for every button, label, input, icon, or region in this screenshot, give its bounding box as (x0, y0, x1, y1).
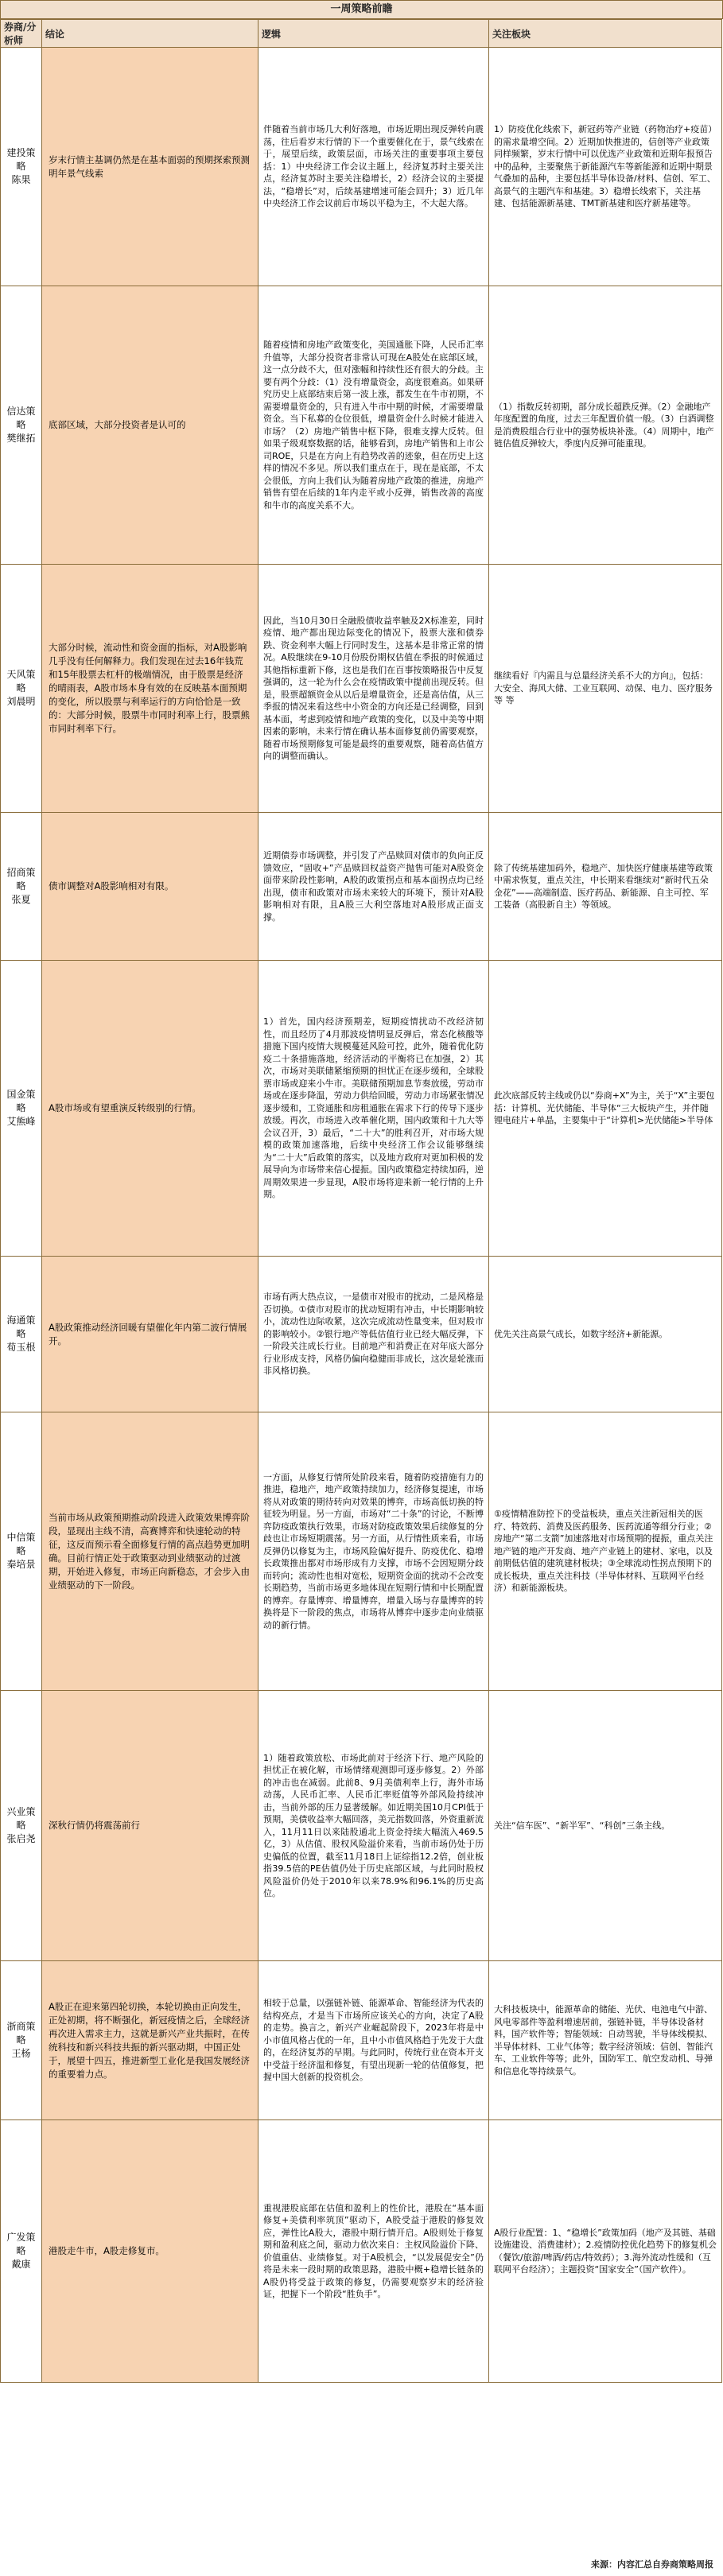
row-org (1, 1961, 42, 2120)
header-conclusion: 结论 (42, 20, 258, 48)
row-focus: 大科技板块中，能源革命的储能、光伏、电池电气中游、风电零部件等盈利增速居前，强链补链，半导体设备材料，国产软件等；智能领域：自动驾驶，半导体线模拟、半导体材料、工业气体等；数字经济领域：信创、智能汽车、工业软件等等；此外，国防军工、航空发动机、导弹和信息化等持续景气。 (489, 1961, 722, 2120)
row-focus: 1）防疫优化线索下，新冠药等产业链（药物治疗+疫苗）的需求量增空间。2）近期加快推进的，信创等产业政策同样频繁，岁末行情中可以优选产业政策和近期年报预告中的品种，主要聚焦于新能源汽车等新能源和近期中期景气叠加的品种，主要包括半导体设备/材料、信创、军工、高景气的主题汽车和基建。3）稳增长线索下，关注基建、包括能源新基建、TMT新基建和医疗新基建等。 (489, 48, 722, 286)
strategy-table (0, 19, 722, 2383)
row-conclusion: A股政策推动经济回暖有望催化年内第二波行情展开。 (42, 1257, 258, 1412)
org-name: 信达策略 樊继拓 (6, 406, 36, 444)
source-note: 来源：内容汇总自券商策略周报 (591, 2559, 713, 2570)
row-org (1, 565, 42, 813)
table-header-row (1, 20, 722, 48)
row-logic: 1）首先，国内经济预期差，短期疫情扰动不改经济韧性，而且经历了4月那波疫情明显反弹后，常态化核酸等措施下国内疫情大规模蔓延风险可控，此外，随着优化防疫二十条措施落地，经济活动的平衡将已在加强，2）其次，市场对美联储紧缩预期的担忧正在逐步缓和，全球股票市场或迎来小牛市。美联储预期加息节奏放缓，劳动市场或在逐步降温，劳动力供给回暖，劳动力市场紧张情况逐步缓和，工资通胀和房租通胀在需求下行的传导下逐步放缓。再次，市场进入改革催化期，国内政策和十九大等会议召开，3）最后，“二十大”的胜利召开，对市场大规模的政策加速落地，后续中央经济工作会议能够继续为“二十大”后政策的落实，以及地方政府对更加积极的发展导向为市场带来信心提振。国内政策稳定持续加码，逆周期效果进一步显现，A股市场将迎来新一轮行情的上升期。 (258, 961, 489, 1257)
row-logic: 1）随着政策放松、市场此前对于经济下行、地产风险的担忧正在被化解，市场情绪观测即可逐步修复。2）外部的冲击也在减弱。此前8、9月美债利率上行，海外市场动荡，人民币汇率、人民币汇率贬值等外部风险持续冲击，当前外部的压力显著缓解。如近期美国10月CPI低于预期，美债收益率大幅回落，美元指数回落，外资重新流入，11月11日以来陆股通北上资金持续大幅流入469.5亿，3）从估值、股权风险溢价来看，当前市场仍处于历史偏低的位置，截至11月18日上证综指12.2倍，创业板指39.5倍的PE估值仍处于历史底部区域，与此同时股权风险溢价仍处于2010年以来78.9%和96.1%的历史高位。 (258, 1691, 489, 1961)
org-name: 中信策略 秦培景 (6, 1532, 36, 1570)
table-row (1, 2120, 722, 2383)
table-row (1, 1412, 722, 1691)
row-logic: 相较于总量，以强链补链、能源革命、智能经济为代表的结构亮点，才是当下市场所应该关心的方向，决定了A股的走势。换言之，新兴产业崛起阶段下，2023年将是中小市值风格占优的一年，且中小市值风格趋于先发于大盘的，在经济复苏的早期。与此同时，传统行业在资本开支中受益于经济温和修复，有望出现新一轮的估值修复，把握中国大创新的投资机会。 (258, 1961, 489, 2120)
row-org (1, 2120, 42, 2383)
row-org (1, 1257, 42, 1412)
row-org (1, 48, 42, 286)
row-focus: 关注“信车医”、“新半军”、“科创”三条主线。 (489, 1691, 722, 1961)
row-conclusion: 大部分时候，流动性和资金面的指标，对A股影响几乎没有任何解释力。我们发现在过去16年钱荒和15年股票去杠杆的极端情况，由于股票是经济的晴雨表，A股市场本身有效的在反映基本面预期的变化，所以股票与利率运行的方向恰恰是一致的：大部分时候，股票牛市同时利率上行，股票熊市同时利率下行。 (42, 565, 258, 813)
row-conclusion: A股正在迎来第四轮切换，本轮切换由正向发生，正处初期，将不断强化，新冠疫情之后，全球经济再次进入需求主力，这就是新兴产业共振时，在传统科技和新兴科技共振的新兴驱动期，中国正处于，展望十四五，推进新型工业化是我国发展经济的重要着力点。 (42, 1961, 258, 2120)
org-name: 国金策略 艾熊峰 (6, 1089, 36, 1127)
row-org (1, 286, 42, 565)
org-name: 兴业策略 张启尧 (6, 1806, 36, 1844)
row-focus: A股行业配置：1、“稳增长”政策加码（地产及其链、基础设施建设、消费建材）；2.疫情防控优化趋势下的修复机会（餐饮/旅游/啤酒/药店/特效药）；3.海外流动性缓和（互联网平台经济）；主题投资“国家安全”（国产软件）。 (489, 2120, 722, 2383)
row-conclusion: 深秋行情仍将震荡前行 (42, 1691, 258, 1961)
row-focus: （1）指数反转初期，部分成长超跌反弹。（2）金融地产年度配置的角度，过去三年配置价值一般。（3）白酒调整是消费股组合行业中的强势板块补涨。（4）周期中，地产链估值反弹较大，季度内反弹可能重现。 (489, 286, 722, 565)
row-logic: 近期债券市场调整，并引发了产品赎回对债市的负向正反馈效应，“固收+”产品赎回权益资产抛售可能对A股资金面带来阶段性影响，A股的政策拐点和基本面拐点均已经出现，债市和政策对市场未来较大的环境下，预计对A股影响相对有限，且A股三大利空落地对A股形成正面支撑。 (258, 813, 489, 961)
row-logic: 随着疫情和房地产政策变化，美国通胀下降，人民币汇率升值等，大部分投资者非常认可现在A股处在底部区域，这一点分歧不大，但对涨幅和持续性还有很大的分歧。主要有两个分歧：（1）没有增量资金，高度很难高。如果研究历史上底部结束后第一波上涨，都发生在牛市初期，不需要增量资金的，只有进入牛市中期的时候，才需要增量资金。当下私募的仓位很低，增量资金什么时候才能进入市场？（2）房地产销售中枢下降，很难支撑大反转。但如果子级观察数据的话，能够看到，房地产销售和上市公司ROE，只是在方向上有趋势改善的迹象，但在历史上这样的情况不多见。所以我们重点在于，现在是底部，不太会很低，方向上我们认为随着房地产政策的推进，房地产销售有望在后续的1年内走平或小反弹，销售改善的高度和牛市的高度关系不大。 (258, 286, 489, 565)
row-conclusion: 岁末行情主基调仍然是在基本面弱的预期探索预测明年景气线索 (42, 48, 258, 286)
table-row (1, 1691, 722, 1961)
header-focus: 关注板块 (489, 20, 722, 48)
row-focus: 此次底部反转主线或仍以“券商+X”为主，关于“X”主要包括：计算机、光伏储能、半导体“三大板块产生，并伴随锂电硅片+单晶，主要集中于“计算机>光伏储能>半导体 (489, 961, 722, 1257)
table-row (1, 286, 722, 565)
table-row (1, 565, 722, 813)
row-conclusion: 港股走牛市，A股走修复市。 (42, 2120, 258, 2383)
row-conclusion: A股市场或有望重演反转级别的行情。 (42, 961, 258, 1257)
org-name: 天风策略 刘晨明 (6, 669, 36, 707)
row-org (1, 961, 42, 1257)
row-org (1, 1691, 42, 1961)
row-conclusion: 底部区域，大部分投资者是认可的 (42, 286, 258, 565)
org-name: 招商策略 张夏 (6, 867, 36, 905)
row-logic: 重视港股底部在估值和盈利上的性价比，港股在“基本面修复+美债利率筑顶”驱动下，A股受益于港股的修复效应，弹性比A股大，港股中期行情开启。A股则处于修复期和盈利底之间，驱动力依次来自：主权风险溢价下降、价值重估、业绩修复。对于A股机会，“以发展促安全”仍将是未来一段时期的政策思路，港股中概+稳增长链条的A股仍将受益于政策的修复，仍需要观察岁末的经济验证，把握下一个阶段“胜负手”。 (258, 2120, 489, 2383)
row-org (1, 1412, 42, 1691)
report-title: 一周策略前瞻 (0, 0, 723, 19)
table-row (1, 1257, 722, 1412)
row-logic: 市场有两大热点议，一是债市对股市的扰动，二是风格是否切换。①债市对股市的扰动短期有冲击，中长期影响较小，流动性边际收紧，这次完成流动性量变来，但对股市的影响较小。②银行地产等低估值行业已经大幅反弹，下一阶段关注成长行业。目前地产和消费正在对年底大部分行业形成支持，风格仍偏向稳健而非成长，这次是轮涨而非风格切换。 (258, 1257, 489, 1412)
header-org: 券商/分析师 (1, 20, 42, 48)
header-logic: 逻辑 (258, 20, 489, 48)
row-focus: 除了传统基建加码外，稳地产、加快医疗健康基建等政策中需求恢复，重点关注，中长期来看继续对“新时代五朵金花”——高端制造、医疗药品、新能源、自主可控、军工装备（高股新自主）等领域。 (489, 813, 722, 961)
table-row (1, 48, 722, 286)
row-focus: 优先关注高景气成长，如数字经济+新能源。 (489, 1257, 722, 1412)
row-conclusion: 当前市场从政策预期推动阶段进入政策效果博弈阶段，显现出主线不清，高赛博弈和快速轮动的特征，这反而预示看全面修复行情的高点趋势更加明确。目前行情正处于政策驱动到业绩驱动的过渡期，开始进入修复，市场正向新稳态，才会步入由业绩驱动的下一阶段。 (42, 1412, 258, 1691)
table-row (1, 1961, 722, 2120)
org-name: 建投策略 陈果 (6, 147, 36, 185)
org-name: 广发策略 戴康 (6, 2232, 36, 2270)
row-logic: 一方面，从修复行情所处阶段来看，随着防疫措施有力的推进，稳地产，地产政策持续加力，经济修复提速，市场将从对政策的期待转向对效果的博弈，市场高低切换的特征较为明显。另一方面，市场对“二十条”的讨论，不断博弈防疫政策执行效果，市场对防疫政策效果后续修复的分歧也让市场短期震荡。另一方面，从行情性质来看，市场反弹仍以修复为主，市场风险偏好提升、防疫优化、稳增长政策推出都对市场形成有力支撑，市场不会因短期分歧而转向；流动性也相对宽松，短期资金面的扰动不会改变长期趋势，当前市场更多地体现在短期行情和中长期配置的博弈。存量博弈、增量博弈，增量入场与存量博弈的转换将是下一阶段的焦点，市场将从博弈中逐步走向业绩驱动的新行情。 (258, 1412, 489, 1691)
row-org (1, 813, 42, 961)
org-name: 浙商策略 王杨 (6, 2021, 36, 2059)
table-row (1, 813, 722, 961)
row-focus: ①疫情精准防控下的受益板块，重点关注新冠相关的医疗、特效药、消费及医药服务、医药流通等细分行业；②房地产“第二支箭”加速落地对市场预期的提振，重点关注地产链的地产开发商、地产产业链上的建材、家电，以及前期低估值的建筑建材板块；③全球流动性拐点预期下的成长板块，重点关注科技（半导体材料、互联网平台经济）和新能源板块。 (489, 1412, 722, 1691)
row-conclusion: 债市调整对A股影响相对有限。 (42, 813, 258, 961)
table-row (1, 961, 722, 1257)
row-focus: 继续看好『内需且与总量经济关系不大的方向』，包括：大安全、海风大储、工业互联网、动保、电力、医疗服务等 等 (489, 565, 722, 813)
org-name: 海通策略 荀玉根 (6, 1315, 36, 1353)
row-logic: 伴随着当前市场几大利好落地，市场近期出现反弹转向震荡，往后看岁末行情的下一个重要催化在于，景气线索在于，展望后续，政策层面，市场关注的重要事项主要包括：1）中央经济工作会议主题上，经济复苏时主要关注点，经济复苏时主要关注稳增长，2）经济会议的主要提法，“稳增长”对，后续基建增速可能会回升；3）近几年中央经济工作会议前后市场以平稳为主，不大起大落。 (258, 48, 489, 286)
row-logic: 因此，当10月30日全融股债收益率触及2X标准差，同时疫情、地产都出现边际变化的情况下，股票大涨和债券跌、资金利率大幅上行同时发生，这基本是非常正常的情况。A股继续在9-10月份股份期权估值在季报的时候通过其他指标重新下修，这也是我们在百事按策略报告中反复强调的，这一轮为什么会在疫情政策中提前出现反转。但是，股票超额资金从以后是增量资金，还是高估值，从三季报的情况来看这些中小资金的方向还是已经调整，回到基本面，考虑到疫情和地产政策的变化，以及中美等中期因素的影响，未来行情在确认基本面修复前仍需要观察，随着市场预期修复可能是最终的重要观察，随着高估值方向的调整而确认。 (258, 565, 489, 813)
